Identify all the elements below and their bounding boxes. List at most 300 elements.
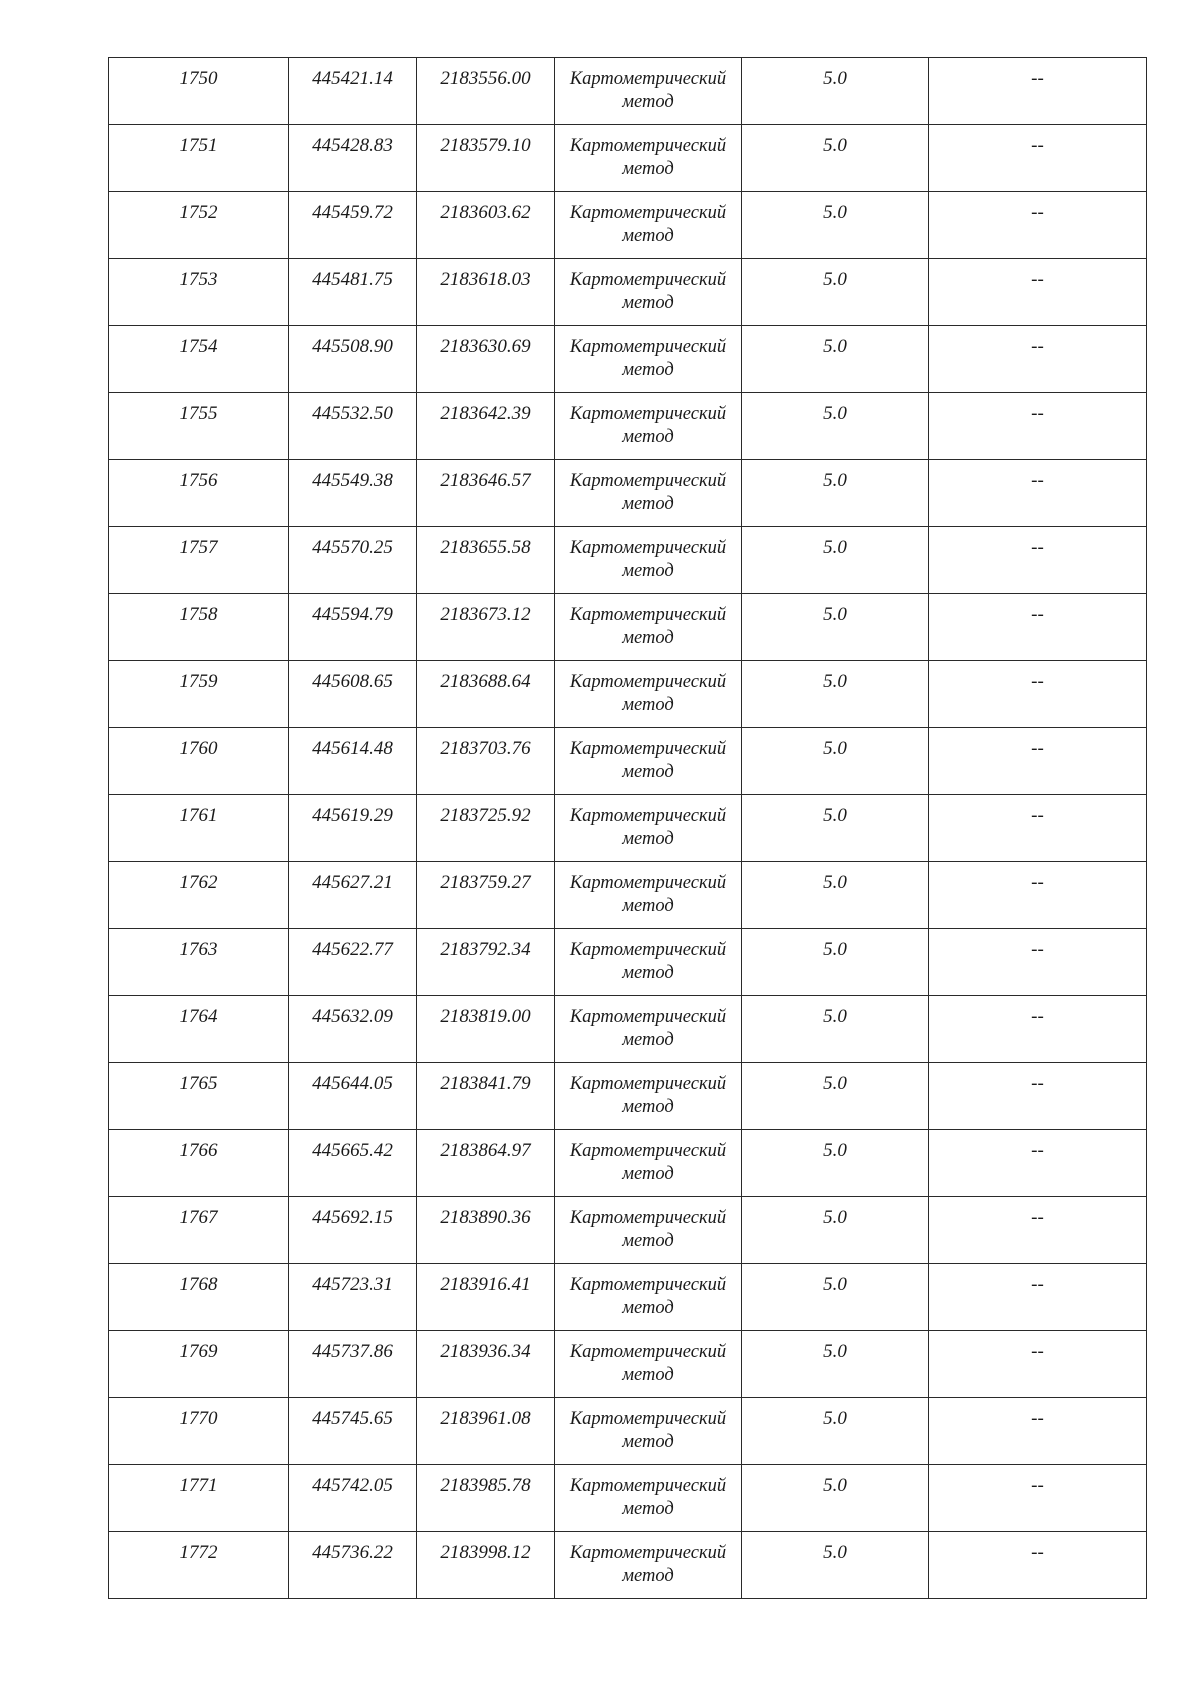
y-coordinate-cell [417, 1465, 555, 1532]
point-number-cell [109, 259, 289, 326]
table-row [109, 527, 1147, 594]
y-coordinate-cell-text: 2183655.58 [440, 537, 531, 558]
x-coordinate-cell [289, 192, 417, 259]
note-cell [929, 192, 1147, 259]
note-cell [929, 58, 1147, 125]
x-coordinate-cell-text: 445627.21 [312, 872, 393, 893]
method-cell-text: Картометрический метод [569, 337, 727, 380]
accuracy-cell [742, 1398, 929, 1465]
point-number-cell-text: 1764 [179, 1006, 218, 1027]
point-number-cell [109, 1197, 289, 1264]
table-row [109, 1063, 1147, 1130]
y-coordinate-cell-text: 2183841.79 [440, 1073, 531, 1094]
note-cell-text: -- [1031, 671, 1044, 692]
y-coordinate-cell [417, 1398, 555, 1465]
note-cell [929, 594, 1147, 661]
method-cell [555, 594, 742, 661]
accuracy-cell-text: 5.0 [823, 1140, 847, 1161]
point-number-cell-text: 1751 [179, 135, 218, 156]
note-cell [929, 1264, 1147, 1331]
accuracy-cell [742, 1063, 929, 1130]
point-number-cell-text: 1759 [179, 671, 218, 692]
point-number-cell [109, 1398, 289, 1465]
y-coordinate-cell [417, 594, 555, 661]
point-number-cell-text: 1771 [179, 1475, 218, 1496]
point-number-cell [109, 1465, 289, 1532]
x-coordinate-cell [289, 1130, 417, 1197]
point-number-cell [109, 1063, 289, 1130]
y-coordinate-cell [417, 393, 555, 460]
note-cell [929, 1398, 1147, 1465]
method-cell-text: Картометрический метод [569, 136, 727, 179]
accuracy-cell-text: 5.0 [823, 939, 847, 960]
table-row [109, 125, 1147, 192]
y-coordinate-cell-text: 2183961.08 [440, 1408, 531, 1429]
point-number-cell [109, 1264, 289, 1331]
method-cell [555, 1264, 742, 1331]
point-number-cell-text: 1750 [179, 68, 218, 89]
note-cell-text: -- [1031, 202, 1044, 223]
table-row [109, 1465, 1147, 1532]
point-number-cell [109, 795, 289, 862]
note-cell [929, 460, 1147, 527]
point-number-cell [109, 996, 289, 1063]
point-number-cell [109, 326, 289, 393]
note-cell-text: -- [1031, 1073, 1044, 1094]
point-number-cell-text: 1763 [179, 939, 218, 960]
accuracy-cell [742, 460, 929, 527]
table-row [109, 259, 1147, 326]
method-cell-text: Картометрический метод [569, 1074, 727, 1117]
x-coordinate-cell-text: 445421.14 [312, 68, 393, 89]
method-cell [555, 795, 742, 862]
x-coordinate-cell [289, 1398, 417, 1465]
y-coordinate-cell-text: 2183579.10 [440, 135, 531, 156]
note-cell-text: -- [1031, 604, 1044, 625]
note-cell-text: -- [1031, 537, 1044, 558]
table-row [109, 58, 1147, 125]
point-number-cell [109, 1331, 289, 1398]
x-coordinate-cell [289, 1264, 417, 1331]
x-coordinate-cell-text: 445608.65 [312, 671, 393, 692]
point-number-cell [109, 728, 289, 795]
method-cell [555, 58, 742, 125]
point-number-cell-text: 1753 [179, 269, 218, 290]
note-cell-text: -- [1031, 1274, 1044, 1295]
table-row [109, 594, 1147, 661]
point-number-cell [109, 862, 289, 929]
method-cell-text: Картометрический метод [569, 739, 727, 782]
y-coordinate-cell [417, 1532, 555, 1599]
note-cell [929, 661, 1147, 728]
accuracy-cell [742, 594, 929, 661]
method-cell-text: Картометрический метод [569, 940, 727, 983]
method-cell [555, 1465, 742, 1532]
accuracy-cell-text: 5.0 [823, 604, 847, 625]
note-cell-text: -- [1031, 1006, 1044, 1027]
accuracy-cell [742, 1331, 929, 1398]
note-cell [929, 259, 1147, 326]
accuracy-cell [742, 1264, 929, 1331]
x-coordinate-cell [289, 1532, 417, 1599]
accuracy-cell-text: 5.0 [823, 872, 847, 893]
accuracy-cell [742, 996, 929, 1063]
x-coordinate-cell [289, 527, 417, 594]
y-coordinate-cell-text: 2183703.76 [440, 738, 531, 759]
note-cell-text: -- [1031, 1140, 1044, 1161]
method-cell-text: Картометрический метод [569, 1007, 727, 1050]
x-coordinate-cell-text: 445594.79 [312, 604, 393, 625]
x-coordinate-cell [289, 929, 417, 996]
method-cell [555, 192, 742, 259]
note-cell [929, 862, 1147, 929]
x-coordinate-cell-text: 445692.15 [312, 1207, 393, 1228]
y-coordinate-cell-text: 2183759.27 [440, 872, 531, 893]
y-coordinate-cell-text: 2183646.57 [440, 470, 531, 491]
y-coordinate-cell-text: 2183688.64 [440, 671, 531, 692]
table-body [109, 58, 1147, 1599]
note-cell-text: -- [1031, 1207, 1044, 1228]
note-cell [929, 1331, 1147, 1398]
y-coordinate-cell [417, 259, 555, 326]
x-coordinate-cell-text: 445570.25 [312, 537, 393, 558]
table-row [109, 862, 1147, 929]
y-coordinate-cell-text: 2183936.34 [440, 1341, 531, 1362]
accuracy-cell-text: 5.0 [823, 470, 847, 491]
y-coordinate-cell-text: 2183642.39 [440, 403, 531, 424]
y-coordinate-cell-text: 2183819.00 [440, 1006, 531, 1027]
y-coordinate-cell [417, 795, 555, 862]
note-cell-text: -- [1031, 872, 1044, 893]
accuracy-cell-text: 5.0 [823, 135, 847, 156]
x-coordinate-cell [289, 460, 417, 527]
point-number-cell-text: 1761 [179, 805, 218, 826]
note-cell-text: -- [1031, 805, 1044, 826]
method-cell-text: Картометрический метод [569, 1275, 727, 1318]
y-coordinate-cell [417, 326, 555, 393]
point-number-cell-text: 1765 [179, 1073, 218, 1094]
accuracy-cell [742, 1532, 929, 1599]
x-coordinate-cell [289, 1197, 417, 1264]
accuracy-cell [742, 125, 929, 192]
method-cell [555, 1532, 742, 1599]
y-coordinate-cell [417, 192, 555, 259]
method-cell [555, 259, 742, 326]
x-coordinate-cell-text: 445745.65 [312, 1408, 393, 1429]
table-row [109, 929, 1147, 996]
method-cell [555, 996, 742, 1063]
y-coordinate-cell [417, 661, 555, 728]
method-cell [555, 862, 742, 929]
y-coordinate-cell-text: 2183630.69 [440, 336, 531, 357]
method-cell-text: Картометрический метод [569, 404, 727, 447]
table-row [109, 728, 1147, 795]
accuracy-cell-text: 5.0 [823, 1408, 847, 1429]
accuracy-cell-text: 5.0 [823, 1542, 847, 1563]
y-coordinate-cell [417, 527, 555, 594]
table-row [109, 1398, 1147, 1465]
method-cell [555, 125, 742, 192]
point-number-cell-text: 1754 [179, 336, 218, 357]
method-cell [555, 1197, 742, 1264]
y-coordinate-cell-text: 2183556.00 [440, 68, 531, 89]
note-cell [929, 1197, 1147, 1264]
method-cell [555, 1063, 742, 1130]
point-number-cell [109, 929, 289, 996]
note-cell [929, 326, 1147, 393]
x-coordinate-cell [289, 1331, 417, 1398]
point-number-cell [109, 192, 289, 259]
y-coordinate-cell [417, 862, 555, 929]
accuracy-cell [742, 862, 929, 929]
accuracy-cell-text: 5.0 [823, 269, 847, 290]
x-coordinate-cell [289, 58, 417, 125]
x-coordinate-cell [289, 661, 417, 728]
x-coordinate-cell-text: 445644.05 [312, 1073, 393, 1094]
y-coordinate-cell [417, 460, 555, 527]
table-row [109, 1331, 1147, 1398]
method-cell [555, 326, 742, 393]
y-coordinate-cell [417, 1063, 555, 1130]
x-coordinate-cell [289, 728, 417, 795]
point-number-cell [109, 393, 289, 460]
accuracy-cell [742, 661, 929, 728]
point-number-cell [109, 594, 289, 661]
note-cell-text: -- [1031, 269, 1044, 290]
x-coordinate-cell [289, 594, 417, 661]
y-coordinate-cell-text: 2183603.62 [440, 202, 531, 223]
accuracy-cell-text: 5.0 [823, 537, 847, 558]
accuracy-cell-text: 5.0 [823, 1341, 847, 1362]
method-cell-text: Картометрический метод [569, 1141, 727, 1184]
point-number-cell-text: 1760 [179, 738, 218, 759]
point-number-cell [109, 527, 289, 594]
x-coordinate-cell-text: 445532.50 [312, 403, 393, 424]
note-cell [929, 1063, 1147, 1130]
accuracy-cell-text: 5.0 [823, 68, 847, 89]
note-cell-text: -- [1031, 135, 1044, 156]
note-cell-text: -- [1031, 68, 1044, 89]
method-cell-text: Картометрический метод [569, 873, 727, 916]
x-coordinate-cell [289, 862, 417, 929]
x-coordinate-cell-text: 445665.42 [312, 1140, 393, 1161]
x-coordinate-cell-text: 445614.48 [312, 738, 393, 759]
y-coordinate-cell-text: 2183618.03 [440, 269, 531, 290]
accuracy-cell [742, 326, 929, 393]
point-number-cell-text: 1768 [179, 1274, 218, 1295]
table-row [109, 393, 1147, 460]
note-cell-text: -- [1031, 470, 1044, 491]
table-row [109, 1532, 1147, 1599]
point-number-cell-text: 1755 [179, 403, 218, 424]
note-cell-text: -- [1031, 1408, 1044, 1429]
method-cell-text: Картометрический метод [569, 1543, 727, 1586]
accuracy-cell [742, 1465, 929, 1532]
method-cell-text: Картометрический метод [569, 1342, 727, 1385]
x-coordinate-cell [289, 259, 417, 326]
accuracy-cell-text: 5.0 [823, 202, 847, 223]
y-coordinate-cell [417, 1331, 555, 1398]
point-number-cell [109, 460, 289, 527]
y-coordinate-cell-text: 2183998.12 [440, 1542, 531, 1563]
note-cell [929, 1532, 1147, 1599]
y-coordinate-cell [417, 125, 555, 192]
y-coordinate-cell-text: 2183985.78 [440, 1475, 531, 1496]
table-row [109, 326, 1147, 393]
note-cell [929, 393, 1147, 460]
table-row [109, 1197, 1147, 1264]
note-cell [929, 795, 1147, 862]
x-coordinate-cell [289, 1063, 417, 1130]
method-cell-text: Картометрический метод [569, 1409, 727, 1452]
y-coordinate-cell [417, 728, 555, 795]
accuracy-cell-text: 5.0 [823, 671, 847, 692]
accuracy-cell-text: 5.0 [823, 336, 847, 357]
x-coordinate-cell-text: 445736.22 [312, 1542, 393, 1563]
x-coordinate-cell-text: 445481.75 [312, 269, 393, 290]
point-number-cell [109, 661, 289, 728]
method-cell-text: Картометрический метод [569, 471, 727, 514]
y-coordinate-cell-text: 2183673.12 [440, 604, 531, 625]
table-row [109, 460, 1147, 527]
point-number-cell-text: 1752 [179, 202, 218, 223]
method-cell-text: Картометрический метод [569, 270, 727, 313]
note-cell-text: -- [1031, 1542, 1044, 1563]
x-coordinate-cell-text: 445428.83 [312, 135, 393, 156]
method-cell [555, 1331, 742, 1398]
x-coordinate-cell-text: 445619.29 [312, 805, 393, 826]
note-cell-text: -- [1031, 1475, 1044, 1496]
accuracy-cell [742, 1130, 929, 1197]
note-cell [929, 125, 1147, 192]
method-cell-text: Картометрический метод [569, 203, 727, 246]
method-cell-text: Картометрический метод [569, 69, 727, 112]
y-coordinate-cell [417, 1264, 555, 1331]
method-cell [555, 460, 742, 527]
note-cell-text: -- [1031, 738, 1044, 759]
x-coordinate-cell-text: 445723.31 [312, 1274, 393, 1295]
method-cell-text: Картометрический метод [569, 1476, 727, 1519]
table-row [109, 1264, 1147, 1331]
point-number-cell-text: 1769 [179, 1341, 218, 1362]
y-coordinate-cell [417, 1197, 555, 1264]
point-number-cell-text: 1770 [179, 1408, 218, 1429]
note-cell-text: -- [1031, 336, 1044, 357]
accuracy-cell-text: 5.0 [823, 738, 847, 759]
point-number-cell [109, 58, 289, 125]
accuracy-cell-text: 5.0 [823, 403, 847, 424]
accuracy-cell [742, 527, 929, 594]
x-coordinate-cell [289, 326, 417, 393]
accuracy-cell [742, 58, 929, 125]
table-row [109, 1130, 1147, 1197]
table-row [109, 192, 1147, 259]
accuracy-cell-text: 5.0 [823, 1006, 847, 1027]
x-coordinate-cell [289, 1465, 417, 1532]
note-cell-text: -- [1031, 1341, 1044, 1362]
note-cell [929, 1130, 1147, 1197]
point-number-cell-text: 1762 [179, 872, 218, 893]
accuracy-cell [742, 192, 929, 259]
note-cell [929, 996, 1147, 1063]
note-cell [929, 728, 1147, 795]
y-coordinate-cell-text: 2183890.36 [440, 1207, 531, 1228]
y-coordinate-cell [417, 929, 555, 996]
x-coordinate-cell-text: 445737.86 [312, 1341, 393, 1362]
point-number-cell [109, 1532, 289, 1599]
point-number-cell-text: 1767 [179, 1207, 218, 1228]
method-cell [555, 728, 742, 795]
y-coordinate-cell-text: 2183864.97 [440, 1140, 531, 1161]
y-coordinate-cell [417, 1130, 555, 1197]
table-row [109, 795, 1147, 862]
y-coordinate-cell-text: 2183916.41 [440, 1274, 531, 1295]
note-cell-text: -- [1031, 403, 1044, 424]
point-number-cell-text: 1758 [179, 604, 218, 625]
point-number-cell [109, 125, 289, 192]
point-number-cell-text: 1757 [179, 537, 218, 558]
y-coordinate-cell-text: 2183792.34 [440, 939, 531, 960]
y-coordinate-cell-text: 2183725.92 [440, 805, 531, 826]
note-cell [929, 929, 1147, 996]
table-row [109, 996, 1147, 1063]
note-cell [929, 527, 1147, 594]
x-coordinate-cell-text: 445632.09 [312, 1006, 393, 1027]
accuracy-cell [742, 728, 929, 795]
y-coordinate-cell [417, 58, 555, 125]
accuracy-cell [742, 1197, 929, 1264]
point-number-cell-text: 1772 [179, 1542, 218, 1563]
accuracy-cell-text: 5.0 [823, 1274, 847, 1295]
point-number-cell [109, 1130, 289, 1197]
note-cell-text: -- [1031, 939, 1044, 960]
x-coordinate-cell-text: 445459.72 [312, 202, 393, 223]
method-cell [555, 393, 742, 460]
accuracy-cell [742, 929, 929, 996]
x-coordinate-cell [289, 393, 417, 460]
point-number-cell-text: 1766 [179, 1140, 218, 1161]
accuracy-cell [742, 259, 929, 326]
accuracy-cell-text: 5.0 [823, 1207, 847, 1228]
note-cell [929, 1465, 1147, 1532]
method-cell [555, 1398, 742, 1465]
x-coordinate-cell [289, 125, 417, 192]
accuracy-cell-text: 5.0 [823, 805, 847, 826]
method-cell-text: Картометрический метод [569, 672, 727, 715]
point-number-cell-text: 1756 [179, 470, 218, 491]
method-cell [555, 527, 742, 594]
x-coordinate-cell [289, 795, 417, 862]
method-cell-text: Картометрический метод [569, 806, 727, 849]
x-coordinate-cell-text: 445549.38 [312, 470, 393, 491]
method-cell [555, 929, 742, 996]
accuracy-cell [742, 795, 929, 862]
accuracy-cell [742, 393, 929, 460]
coordinates-table [108, 57, 1147, 1599]
accuracy-cell-text: 5.0 [823, 1073, 847, 1094]
method-cell [555, 661, 742, 728]
method-cell-text: Картометрический метод [569, 538, 727, 581]
y-coordinate-cell [417, 996, 555, 1063]
method-cell [555, 1130, 742, 1197]
accuracy-cell-text: 5.0 [823, 1475, 847, 1496]
x-coordinate-cell [289, 996, 417, 1063]
method-cell-text: Картометрический метод [569, 1208, 727, 1251]
x-coordinate-cell-text: 445508.90 [312, 336, 393, 357]
x-coordinate-cell-text: 445622.77 [312, 939, 393, 960]
table-row [109, 661, 1147, 728]
method-cell-text: Картометрический метод [569, 605, 727, 648]
